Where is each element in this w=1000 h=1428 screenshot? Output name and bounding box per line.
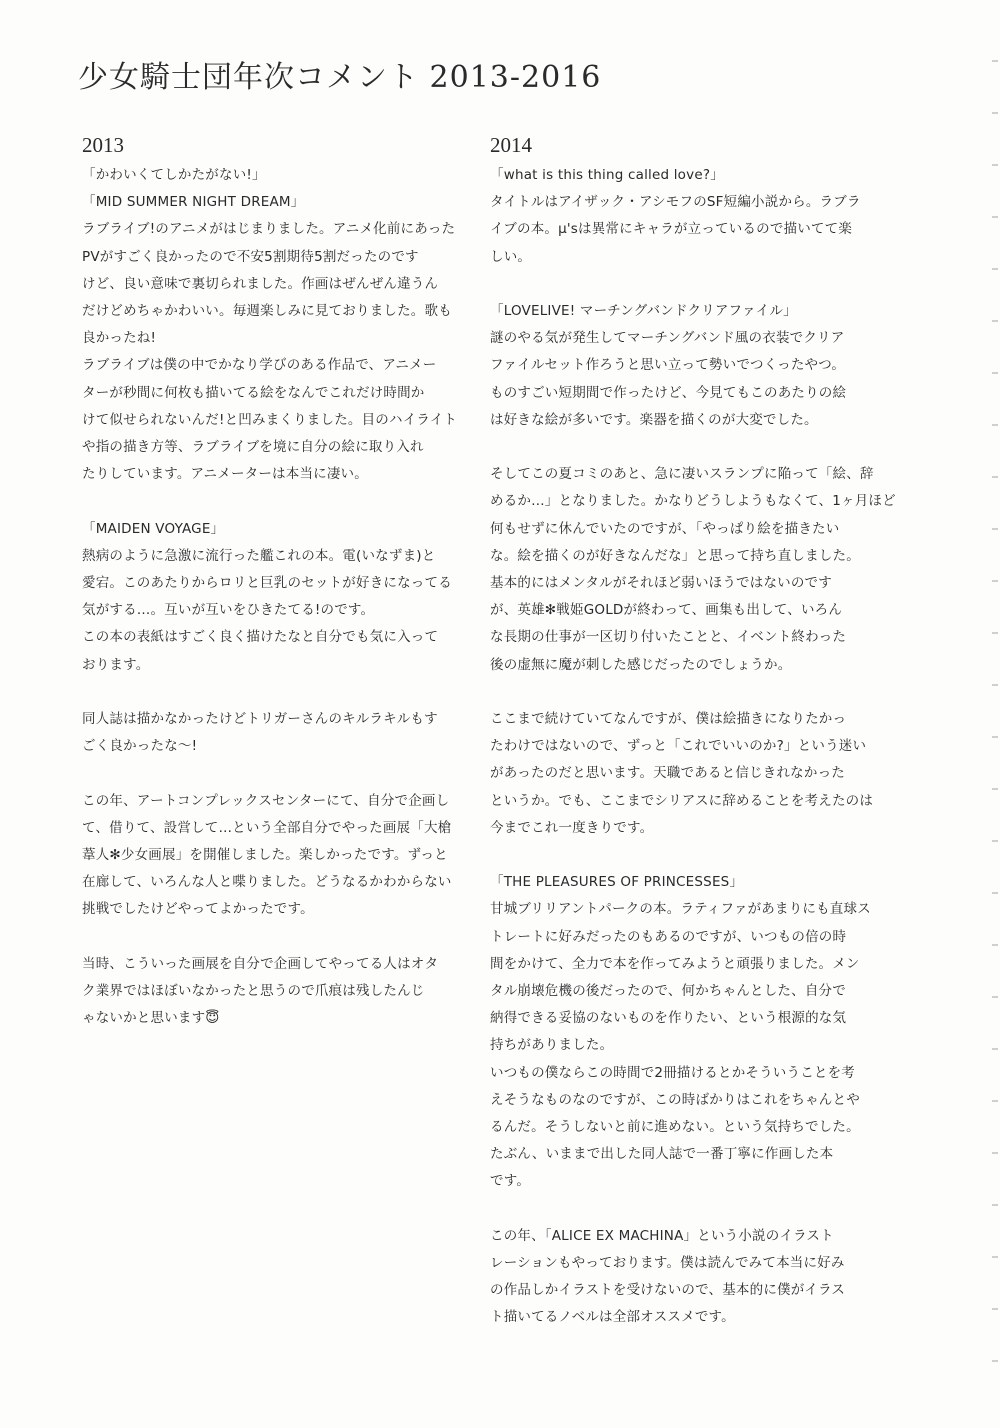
text-line: ここまで続けていてなんですが、僕は絵描きになりたかっ xyxy=(490,711,847,728)
text-line: 甘城ブリリアントパークの本。ラティファがあまりにも直球ス xyxy=(490,901,871,918)
text-line: おります。 xyxy=(82,656,150,673)
text-line: 「what is this thing called love?」 xyxy=(490,167,724,183)
text-line: 愛宕。このあたりからロリと巨乳のセットが好きになってる xyxy=(82,575,452,592)
column-2014 xyxy=(490,132,896,1332)
edge-mark xyxy=(992,112,998,114)
text-line: は好きな絵が多いです。楽器を描くのが大変でした。 xyxy=(490,411,818,428)
text-line: けて似せられないんだ!と凹みまくりました。目のハイライト xyxy=(82,411,458,428)
text-line: の作品しかイラストを受けないので、基本的に僕がイラス xyxy=(490,1282,846,1299)
edge-mark xyxy=(992,1048,998,1050)
edge-mark xyxy=(992,1360,998,1362)
text-line: な。絵を描くのが好きなんだな」と思って持ち直しました。 xyxy=(490,547,860,564)
edge-mark xyxy=(992,268,998,270)
text-line: 今までこれ一度きりです。 xyxy=(490,819,654,836)
text-line: な長期の仕事が一区切り付いたことと、イベント終わった xyxy=(490,629,847,646)
edge-mark xyxy=(992,892,998,894)
text-line: けど、良い意味で裏切られました。作画はぜんぜん違うん xyxy=(82,275,439,292)
paragraph-gap xyxy=(82,924,462,951)
text-line: て、借りて、設営して…という全部自分でやった画展「大槍 xyxy=(82,819,452,836)
text-line: ごく良かったな〜! xyxy=(82,738,198,755)
edge-mark xyxy=(992,1256,998,1258)
text-line: この年、アートコンプレックスセンターにて、自分で企画し xyxy=(82,792,450,809)
edge-mark xyxy=(992,60,998,62)
paragraph-gap xyxy=(490,842,870,869)
text-line: たりしています。アニメーターは本当に凄い。 xyxy=(82,466,368,483)
text-line: るんだ。そうしないと前に進めない。という気持ちでした。 xyxy=(490,1119,860,1136)
text-line: ラブライブは僕の中でかなり学びのある作品で、アニメー xyxy=(82,357,437,374)
text-line: えそうなものなのですが、この時ばかりはこれをちゃんとや xyxy=(490,1091,860,1108)
edge-mark xyxy=(992,424,998,426)
text-line: 「MAIDEN VOYAGE」 xyxy=(82,520,225,537)
text-line: ゃないかと思います😇 xyxy=(82,1010,220,1027)
text-line: ト描いてるノベルは全部オススメです。 xyxy=(490,1309,735,1326)
edge-mark xyxy=(992,788,998,790)
paragraph-gap xyxy=(490,271,870,298)
edge-mark xyxy=(992,632,998,634)
text-line: 気がする…。互いが互いをひきたてる!のです。 xyxy=(82,602,375,619)
text-line: 「MID SUMMER NIGHT DREAM」 xyxy=(82,194,305,211)
text-line: めるか…」となりました。かなりどうしようもなくて、1ヶ月ほど xyxy=(490,493,896,510)
text-line: 後の虚無に魔が刺した感じだったのでしょうか。 xyxy=(490,656,792,673)
text-line: イブの本。μ'sは異常にキャラが立っているので描いてて楽 xyxy=(490,221,853,238)
text-line: 在廊して、いろんな人と喋りました。どうなるかわからない xyxy=(82,874,452,891)
edge-mark xyxy=(992,996,998,998)
edge-mark xyxy=(992,840,998,842)
text-line: だけどめちゃかわいい。毎週楽しみに見ておりました。歌も xyxy=(82,303,452,320)
year-heading: 2013 xyxy=(82,133,124,157)
text-line: ターが秒間に何枚も描いてる絵をなんでこれだけ時間か xyxy=(82,384,425,401)
text-line: 良かったね! xyxy=(82,330,157,347)
edge-mark xyxy=(992,372,998,374)
text-line: ファイルセット作ろうと思い立って勢いでつくったやつ。 xyxy=(490,357,846,374)
text-line: たわけではないので、ずっと「これでいいのか?」という迷い xyxy=(490,738,867,755)
edge-mark xyxy=(992,1152,998,1154)
text-line: があったのだと思います。天職であると信じきれなかった xyxy=(490,765,845,782)
text-line: 当時、こういった画展を自分で企画してやってる人はオタ xyxy=(82,955,439,972)
edge-mark xyxy=(992,580,998,582)
edge-mark xyxy=(992,164,998,166)
text-line: タル崩壊危機の後だったので、何かちゃんとした、自分で xyxy=(490,983,846,1000)
paragraph-gap xyxy=(490,1196,870,1223)
edge-mark xyxy=(992,1308,998,1310)
text-line: ク業界ではほぼいなかったと思うので爪痕は残したんじ xyxy=(82,983,425,1000)
column-2013 xyxy=(82,132,462,1032)
text-line: 挑戦でしたけどやってよかったです。 xyxy=(82,901,314,918)
text-line: タイトルはアイザック・アシモフのSF短編小説から。ラブラ xyxy=(490,194,861,211)
edge-mark xyxy=(992,1100,998,1102)
text-line: たぶん、いままで出した同人誌で一番丁寧に作画した本 xyxy=(490,1146,834,1163)
text-line: 「かわいくてしかたがない!」 xyxy=(82,167,266,183)
text-line: ラブライブ!のアニメがはじまりました。アニメ化前にあった xyxy=(82,221,456,238)
text-line: トレートに好みだったのもあるのですが、いつもの倍の時 xyxy=(490,928,847,945)
text-line: しい。 xyxy=(490,248,532,265)
text-line: レーションもやっております。僕は読んでみて本当に好み xyxy=(490,1255,845,1272)
edge-mark xyxy=(992,1204,998,1206)
text-line: 熱病のように急激に流行った艦これの本。電(いなずま)と xyxy=(82,547,436,564)
text-line: 「LOVELIVE! マーチングバンドクリアファイル」 xyxy=(490,303,797,319)
text-line: 間をかけて、全力で本を作ってみようと頑張りました。メン xyxy=(490,955,860,972)
paragraph-gap xyxy=(490,679,870,706)
edge-mark xyxy=(992,320,998,322)
paragraph-gap xyxy=(82,760,462,787)
paragraph-gap xyxy=(82,488,462,515)
text-line: 持ちがありました。 xyxy=(490,1037,614,1054)
edge-mark xyxy=(992,684,998,686)
text-line: 納得できる妥協のないものを作りたい、という根源的な気 xyxy=(490,1010,847,1027)
text-line: そしてこの夏コミのあと、急に凄いスランプに陥って「絵、辞 xyxy=(490,466,874,483)
text-line: というか。でも、ここまでシリアスに辞めることを考えたのは xyxy=(490,792,874,809)
text-line: この年、「ALICE EX MACHINA」という小説のイラスト xyxy=(490,1227,834,1244)
text-line: 基本的にはメンタルがそれほど弱いほうではないのです xyxy=(490,575,832,592)
text-line: です。 xyxy=(490,1173,531,1190)
text-line: PVがすごく良かったので不安5割期待5割だったのです xyxy=(82,248,419,265)
year-heading: 2014 xyxy=(490,133,532,157)
text-line: 葦人✻少女画展」を開催しました。楽しかったです。ずっと xyxy=(82,847,448,864)
edge-mark xyxy=(992,528,998,530)
text-line: が、英雄✻戦姫GOLDが終わって、画集も出して、いろん xyxy=(490,602,843,619)
page-edge-marks xyxy=(988,0,1000,1428)
edge-mark xyxy=(992,216,998,218)
text-line: 謎のやる気が発生してマーチングバンド風の衣装でクリア xyxy=(490,330,845,347)
text-line: 同人誌は描かなかったけどトリガーさんのキルラキルもす xyxy=(82,711,438,728)
paragraph-gap xyxy=(82,679,462,706)
page-title: 少女騎士団年次コメント 2013-2016 xyxy=(78,60,602,95)
edge-mark xyxy=(992,476,998,478)
text-line: この本の表紙はすごく良く描けたなと自分でも気に入って xyxy=(82,629,439,646)
text-line: ものすごい短期間で作ったけど、今見てもこのあたりの絵 xyxy=(490,384,847,401)
text-line: いつもの僕ならこの時間で2冊描けるとかそういうことを考 xyxy=(490,1064,855,1081)
edge-mark xyxy=(992,736,998,738)
text-line: や指の描き方等、ラブライブを境に自分の絵に取り入れ xyxy=(82,439,424,456)
edge-mark xyxy=(992,944,998,946)
text-line: 何もせずに休んでいたのですが、「やっぱり絵を描きたい xyxy=(490,520,840,537)
paragraph-gap xyxy=(490,434,870,461)
text-line: 「THE PLEASURES OF PRINCESSES」 xyxy=(490,874,744,891)
